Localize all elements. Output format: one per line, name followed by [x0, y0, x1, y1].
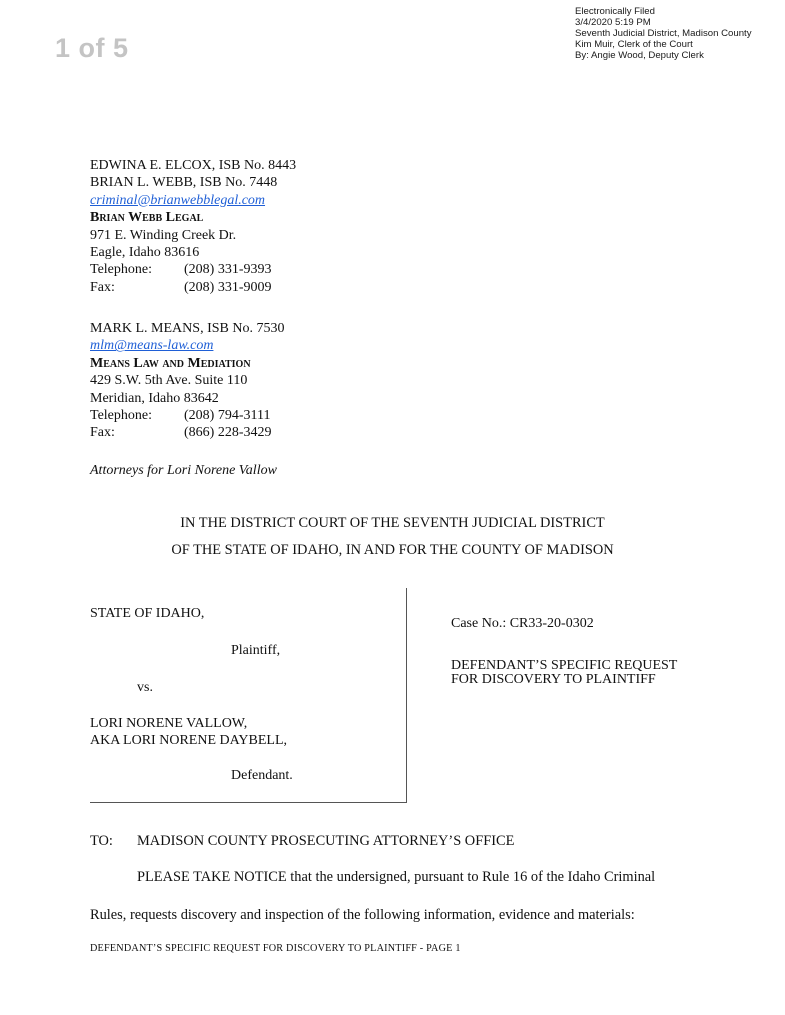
case-number: Case No.: CR33-20-0302	[451, 616, 594, 631]
to-label: TO:	[90, 833, 113, 849]
address-line: 429 S.W. 5th Ave. Suite 110	[90, 373, 248, 389]
versus: vs.	[137, 680, 153, 695]
court-heading-line: IN THE DISTRICT COURT OF THE SEVENTH JUDICIAL DISTRICT	[180, 515, 605, 531]
filing-stamp-line: 3/4/2020 5:19 PM	[575, 17, 651, 28]
document-title-line: FOR DISCOVERY TO PLAINTIFF	[451, 672, 656, 687]
filing-stamp-line: Electronically Filed	[575, 6, 655, 17]
address-line: 971 E. Winding Creek Dr.	[90, 227, 237, 243]
caption-underline	[90, 802, 407, 803]
to-recipient: MADISON COUNTY PROSECUTING ATTORNEY’S OFFICE	[137, 833, 515, 849]
document-title-line: DEFENDANT’S SPECIFIC REQUEST	[451, 658, 678, 673]
attorneys-for: Attorneys for Lori Norene Vallow	[90, 463, 277, 478]
phone-number: (208) 331-9393	[184, 262, 272, 278]
caption-divider	[406, 588, 407, 802]
attorney-block-2	[90, 320, 284, 442]
attorney-name: EDWINA E. ELCOX, ISB No. 8443	[90, 158, 297, 173]
defendant-role: Defendant.	[231, 768, 293, 783]
page-counter: 1 of 5	[55, 33, 129, 63]
court-heading-line: OF THE STATE OF IDAHO, IN AND FOR THE COUNTY OF MADISON	[171, 542, 614, 558]
fax-label: Fax:	[90, 279, 115, 295]
firm-name: Means Law and Mediation	[90, 355, 251, 371]
email-link[interactable]: criminal@brianwebblegal.com	[90, 192, 266, 208]
phone-label: Telephone:	[90, 408, 152, 424]
attorney-name: MARK L. MEANS, ISB No. 7530	[90, 321, 285, 336]
plaintiff-name: STATE OF IDAHO,	[90, 606, 205, 621]
fax-number: (208) 331-9009	[184, 279, 272, 295]
filing-stamp-line: By: Angie Wood, Deputy Clerk	[575, 50, 704, 61]
address-line: Meridian, Idaho 83642	[90, 390, 219, 406]
email-link[interactable]: mlm@means-law.com	[90, 338, 214, 354]
attorney-block-1	[90, 157, 296, 296]
firm-name: Brian Webb Legal	[90, 210, 204, 226]
filing-stamp-line: Kim Muir, Clerk of the Court	[575, 39, 693, 50]
plaintiff-role: Plaintiff,	[231, 643, 281, 658]
fax-number: (866) 228-3429	[184, 425, 272, 441]
page-footer: DEFENDANT’S SPECIFIC REQUEST FOR DISCOVERY TO PLAINTIFF - PAGE 1	[90, 943, 461, 954]
body-paragraph-line: Rules, requests discovery and inspection of the following information, evidence and materials:	[90, 907, 635, 923]
defendant-name: AKA LORI NORENE DAYBELL,	[90, 733, 288, 748]
defendant-name: LORI NORENE VALLOW,	[90, 716, 248, 731]
phone-number: (208) 794-3111	[184, 408, 271, 424]
phone-label: Telephone:	[90, 262, 152, 278]
fax-label: Fax:	[90, 425, 115, 441]
address-line: Eagle, Idaho 83616	[90, 245, 200, 261]
body-paragraph-line: PLEASE TAKE NOTICE that the undersigned, pursuant to Rule 16 of the Idaho Criminal	[137, 869, 656, 885]
filing-stamp-line: Seventh Judicial District, Madison County	[575, 28, 752, 39]
attorney-name: BRIAN L. WEBB, ISB No. 7448	[90, 175, 278, 191]
document-title	[451, 659, 677, 687]
filing-stamp	[575, 6, 752, 61]
